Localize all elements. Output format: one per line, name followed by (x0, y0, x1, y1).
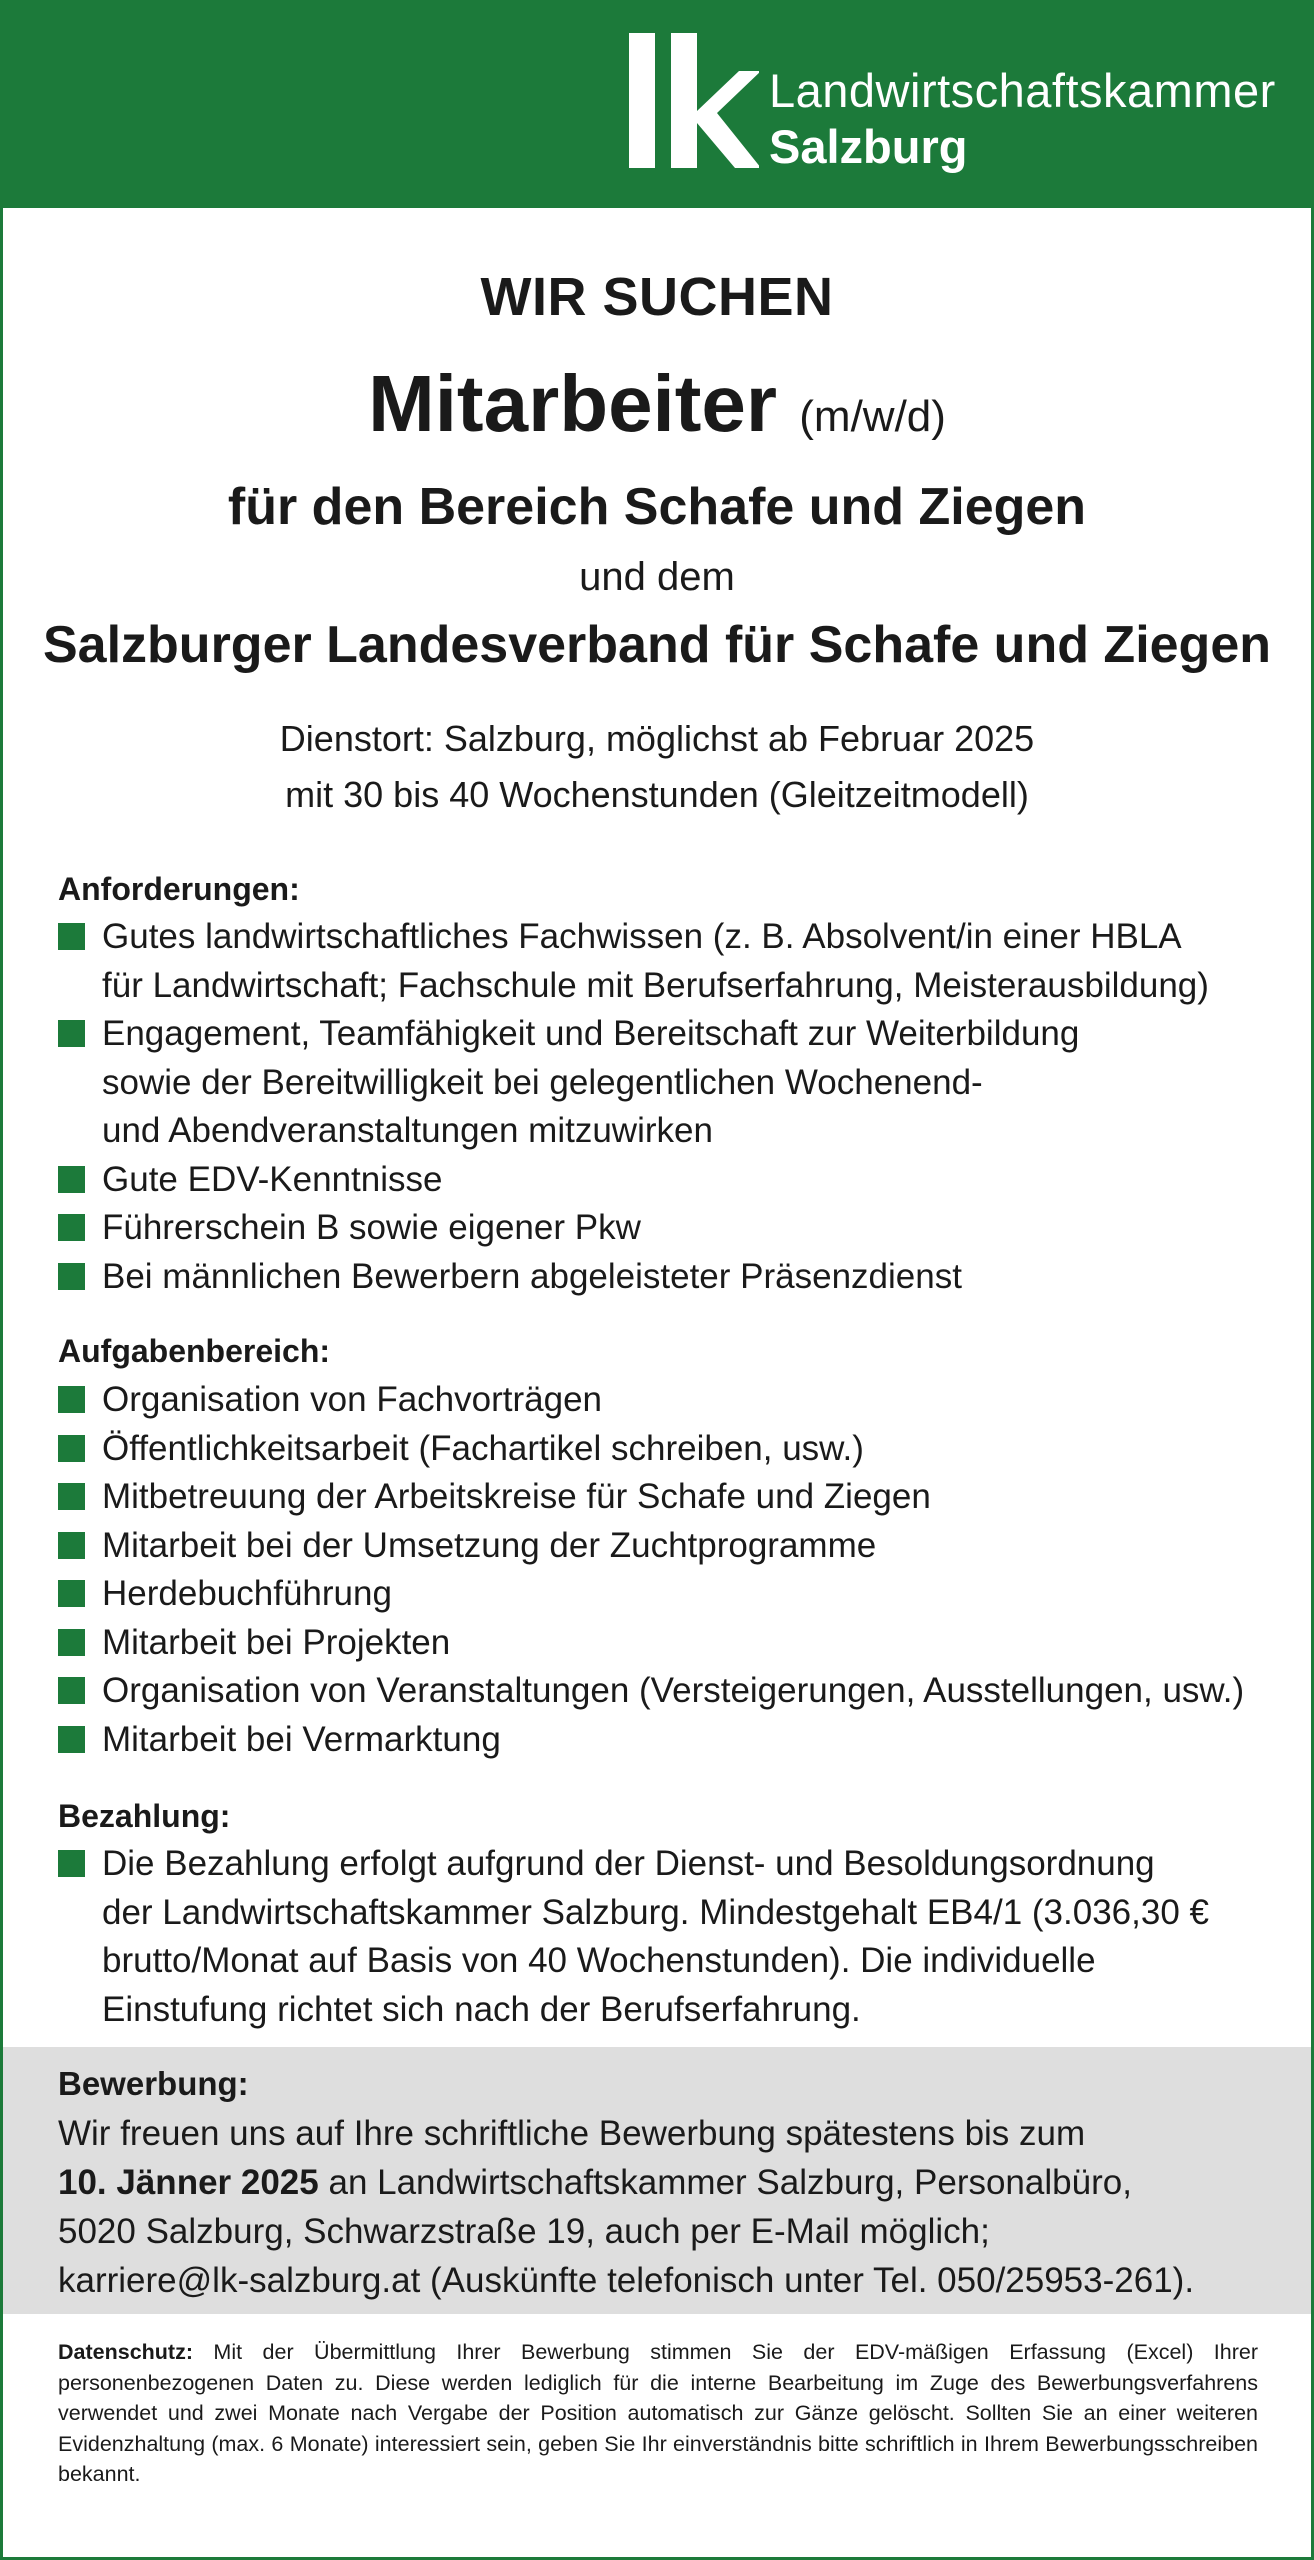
list-item: Gutes landwirtschaftliches Fachwissen (z. B. Absolvent/in einer HBLA für Landwirtschaft; Fachschule mit Berufserfahrung, Meisterausbildung) (58, 913, 1288, 1010)
list-item: Bei männlichen Bewerbern abgeleisteter Präsenzdienst (58, 1253, 1288, 1302)
bullet-square-icon (58, 1483, 85, 1510)
bullet-square-icon (58, 923, 85, 950)
list-item: Engagement, Teamfähigkeit und Bereitschaft zur Weiterbildung sowie der Bereitwilligkeit bei gelegentlichen Wochenend- und Abendveranstaltungen mitzuwirken (58, 1010, 1288, 1156)
list-item: Mitarbeit bei Projekten (58, 1619, 1288, 1668)
bullet-square-icon (58, 1726, 85, 1753)
org-name-line2: Salzburg (769, 120, 968, 173)
requirements-list (58, 913, 1288, 1301)
list-item: Öffentlichkeitsarbeit (Fachartikel schreiben, usw.) (58, 1425, 1288, 1474)
hours-line: mit 30 bis 40 Wochenstunden (Gleitzeitmodell) (285, 774, 1029, 815)
list-item: Gute EDV-Kenntnisse (58, 1156, 1288, 1205)
application-deadline: 10. Jänner 2025 (58, 2163, 319, 2202)
privacy-text: Mit der Übermittlung Ihrer Bewerbung stimmen Sie der EDV-mäßigen Erfassung (Excel) Ihrer personenbezogenen Daten zu. Diese werden lediglich für die interne Bearbeitung im Zuge des Bewerbungsverfahrens verwendet und zwei Monate nach Vergabe der Position automatisch zur Gänze gelöscht. Sollten Sie an einer weiteren Evidenzhaltung (max. 6 Monate) interessiert sein, geben Sie Ihr einverständnis bitte schriftlich in Ihrem Bewerbungsschreiben bekannt. (58, 2340, 1258, 2486)
tasks-heading: Aufgabenbereich: (58, 1333, 331, 1369)
bullet-square-icon (58, 1629, 85, 1656)
list-item: Mitarbeit bei Vermarktung (58, 1716, 1288, 1765)
association-line: Salzburger Landesverband für Schafe und Ziegen (42, 616, 1272, 674)
header-banner (3, 3, 1311, 208)
application-address: 5020 Salzburg, Schwarzstraße 19, auch per E-Mail möglich; (58, 2212, 990, 2251)
bullet-square-icon (58, 1166, 85, 1193)
conjunction-line: und dem (579, 555, 735, 599)
list-item: Mitbetreuung der Arbeitskreise für Schafe und Ziegen (58, 1473, 1288, 1522)
application-heading: Bewerbung: (58, 2065, 249, 2102)
tasks-list (58, 1376, 1288, 1764)
requirements-heading: Anforderungen: (58, 871, 300, 907)
bullet-square-icon (58, 1532, 85, 1559)
bullet-square-icon (58, 1386, 85, 1413)
list-item: Organisation von Fachvorträgen (58, 1376, 1288, 1425)
position-name: Mitarbeiter (368, 359, 778, 448)
bullet-square-icon (58, 1677, 85, 1704)
bullet-square-icon (58, 1020, 85, 1047)
bullet-square-icon (58, 1435, 85, 1462)
lk-logo-icon (629, 33, 759, 168)
bullet-square-icon (58, 1580, 85, 1607)
payment-heading: Bezahlung: (58, 1798, 231, 1834)
bullet-square-icon (58, 1214, 85, 1241)
application-text (58, 2109, 1194, 2305)
list-item: Führerschein B sowie eigener Pkw (58, 1204, 1288, 1253)
list-item: Herdebuchführung (58, 1570, 1288, 1619)
list-item: Die Bezahlung erfolgt aufgrund der Dienst- und Besoldungsordnung der Landwirtschaftskammer Salzburg. Mindestgehalt EB4/1 (3.036,30 € brutto/Monat auf Basis von 40 Wochenstunden). Die individuelle Einstufung richtet sich nach der Berufserfahrung. (58, 1840, 1288, 2034)
position-title (3, 358, 1311, 450)
application-line: 10. Jänner 2025 an Landwirtschaftskammer Salzburg, Personalbüro, (58, 2163, 1132, 2202)
org-name-line1: Landwirtschaftskammer (769, 64, 1276, 117)
bullet-square-icon (58, 1263, 85, 1290)
privacy-notice (58, 2337, 1258, 2490)
privacy-label: Datenschutz: (58, 2340, 193, 2364)
application-contact: karriere@lk-salzburg.at (Auskünfte telefonisch unter Tel. 050/25953-261). (58, 2261, 1195, 2300)
bullet-square-icon (58, 1850, 85, 1877)
list-item: Mitarbeit bei der Umsetzung der Zuchtprogramme (58, 1522, 1288, 1571)
gender-note: (m/w/d) (799, 392, 946, 441)
location-line: Dienstort: Salzburg, möglichst ab Februar 2025 (279, 718, 1035, 759)
list-item: Organisation von Veranstaltungen (Versteigerungen, Ausstellungen, usw.) (58, 1667, 1288, 1716)
application-box (3, 2047, 1311, 2314)
payment-list (58, 1840, 1288, 2034)
department-line: für den Bereich Schafe und Ziegen (227, 478, 1087, 536)
application-line: Wir freuen uns auf Ihre schriftliche Bewerbung spätestens bis zum (58, 2114, 1086, 2153)
headline-wir-suchen: WIR SUCHEN (480, 267, 834, 327)
